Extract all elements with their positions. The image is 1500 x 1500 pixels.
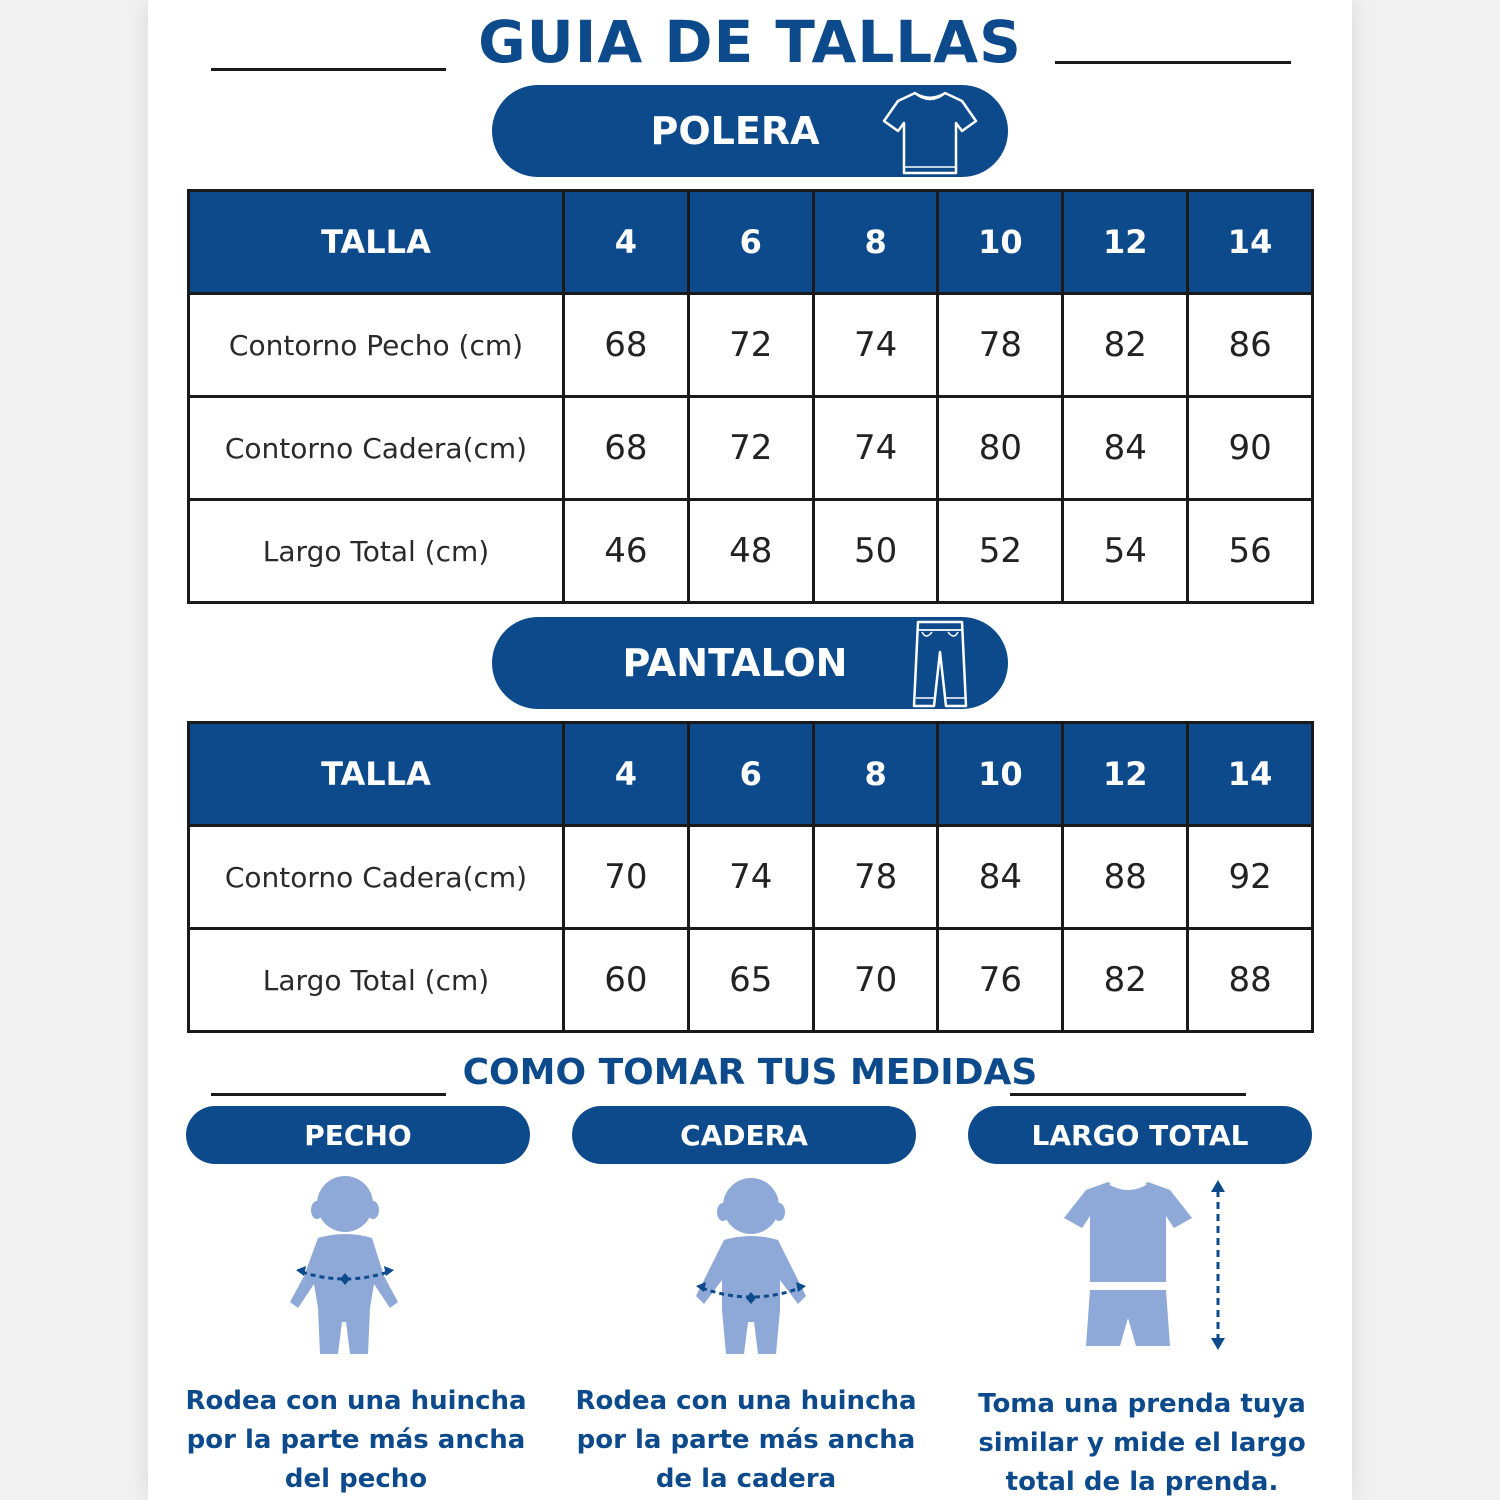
table-cell: 74 bbox=[688, 826, 813, 929]
row-label: Contorno Pecho (cm) bbox=[189, 294, 564, 397]
measure-section-title: COMO TOMAR TUS MEDIDAS bbox=[462, 1052, 1038, 1093]
polera-section-header bbox=[492, 85, 1008, 177]
largo-total-instruction bbox=[952, 1385, 1332, 1500]
pecho-pill: PECHO bbox=[186, 1106, 530, 1164]
header-size: 4 bbox=[564, 723, 689, 826]
table-cell: 88 bbox=[1188, 929, 1313, 1032]
polera-size-table bbox=[187, 189, 1314, 604]
header-size: 6 bbox=[688, 191, 813, 294]
table-cell: 46 bbox=[564, 500, 689, 603]
table-header-row bbox=[189, 191, 1313, 294]
header-size: 6 bbox=[688, 723, 813, 826]
instruction-line: por la parte más ancha bbox=[576, 1425, 916, 1455]
table-cell: 60 bbox=[564, 929, 689, 1032]
table-cell: 80 bbox=[938, 397, 1063, 500]
garment-length-measure-icon bbox=[1056, 1172, 1246, 1352]
title-rule-right bbox=[1055, 61, 1291, 64]
table-header-row bbox=[189, 723, 1313, 826]
header-size: 14 bbox=[1188, 191, 1313, 294]
table-cell: 52 bbox=[938, 500, 1063, 603]
table-cell: 90 bbox=[1188, 397, 1313, 500]
table-cell: 82 bbox=[1063, 294, 1188, 397]
instruction-line: total de la prenda. bbox=[1005, 1467, 1279, 1497]
table-cell: 92 bbox=[1188, 826, 1313, 929]
table-cell: 86 bbox=[1188, 294, 1313, 397]
row-label: Contorno Cadera(cm) bbox=[189, 826, 564, 929]
header-size: 12 bbox=[1063, 723, 1188, 826]
table-row bbox=[189, 929, 1313, 1032]
pantalon-label: PANTALON bbox=[622, 641, 848, 685]
header-size: 10 bbox=[938, 723, 1063, 826]
table-row bbox=[189, 294, 1313, 397]
row-label: Largo Total (cm) bbox=[189, 500, 564, 603]
table-cell: 68 bbox=[564, 294, 689, 397]
instruction-line: por la parte más ancha bbox=[186, 1425, 526, 1455]
table-cell: 78 bbox=[813, 826, 938, 929]
header-talla: TALLA bbox=[189, 191, 564, 294]
header-talla: TALLA bbox=[189, 723, 564, 826]
table-cell: 70 bbox=[564, 826, 689, 929]
table-cell: 76 bbox=[938, 929, 1063, 1032]
table-cell: 82 bbox=[1063, 929, 1188, 1032]
table-cell: 48 bbox=[688, 500, 813, 603]
header-size: 4 bbox=[564, 191, 689, 294]
table-cell: 84 bbox=[1063, 397, 1188, 500]
header-size: 8 bbox=[813, 723, 938, 826]
pants-icon bbox=[910, 618, 970, 710]
header-size: 14 bbox=[1188, 723, 1313, 826]
table-row bbox=[189, 826, 1313, 929]
polera-label: POLERA bbox=[650, 109, 820, 153]
header-size: 10 bbox=[938, 191, 1063, 294]
pantalon-size-table bbox=[187, 721, 1314, 1033]
table-row bbox=[189, 500, 1313, 603]
instruction-line: similar y mide el largo bbox=[978, 1428, 1306, 1458]
cadera-instruction bbox=[556, 1382, 936, 1499]
child-chest-measure-icon bbox=[280, 1172, 410, 1362]
table-cell: 72 bbox=[688, 294, 813, 397]
t-shirt-icon bbox=[880, 87, 980, 179]
row-label: Largo Total (cm) bbox=[189, 929, 564, 1032]
instruction-line: del pecho bbox=[284, 1464, 428, 1494]
page-title: GUIA DE TALLAS bbox=[478, 8, 1022, 76]
table-cell: 74 bbox=[813, 397, 938, 500]
instruction-line: Rodea con una huincha bbox=[575, 1386, 917, 1416]
table-cell: 54 bbox=[1063, 500, 1188, 603]
table-cell: 74 bbox=[813, 294, 938, 397]
child-hip-measure-icon bbox=[688, 1172, 818, 1362]
section-rule-left bbox=[211, 1093, 446, 1096]
cadera-pill: CADERA bbox=[572, 1106, 916, 1164]
table-cell: 65 bbox=[688, 929, 813, 1032]
header-size: 12 bbox=[1063, 191, 1188, 294]
table-cell: 88 bbox=[1063, 826, 1188, 929]
table-cell: 50 bbox=[813, 500, 938, 603]
pantalon-section-header bbox=[492, 617, 1008, 709]
instruction-line: Rodea con una huincha bbox=[185, 1386, 527, 1416]
row-label: Contorno Cadera(cm) bbox=[189, 397, 564, 500]
table-cell: 78 bbox=[938, 294, 1063, 397]
section-rule-right bbox=[1010, 1093, 1246, 1096]
table-cell: 68 bbox=[564, 397, 689, 500]
table-cell: 72 bbox=[688, 397, 813, 500]
table-cell: 56 bbox=[1188, 500, 1313, 603]
header-size: 8 bbox=[813, 191, 938, 294]
table-row bbox=[189, 397, 1313, 500]
pecho-instruction bbox=[166, 1382, 546, 1499]
largo-total-pill: LARGO TOTAL bbox=[968, 1106, 1312, 1164]
instruction-line: de la cadera bbox=[655, 1464, 837, 1494]
table-cell: 70 bbox=[813, 929, 938, 1032]
instruction-line: Toma una prenda tuya bbox=[978, 1389, 1306, 1419]
table-cell: 84 bbox=[938, 826, 1063, 929]
